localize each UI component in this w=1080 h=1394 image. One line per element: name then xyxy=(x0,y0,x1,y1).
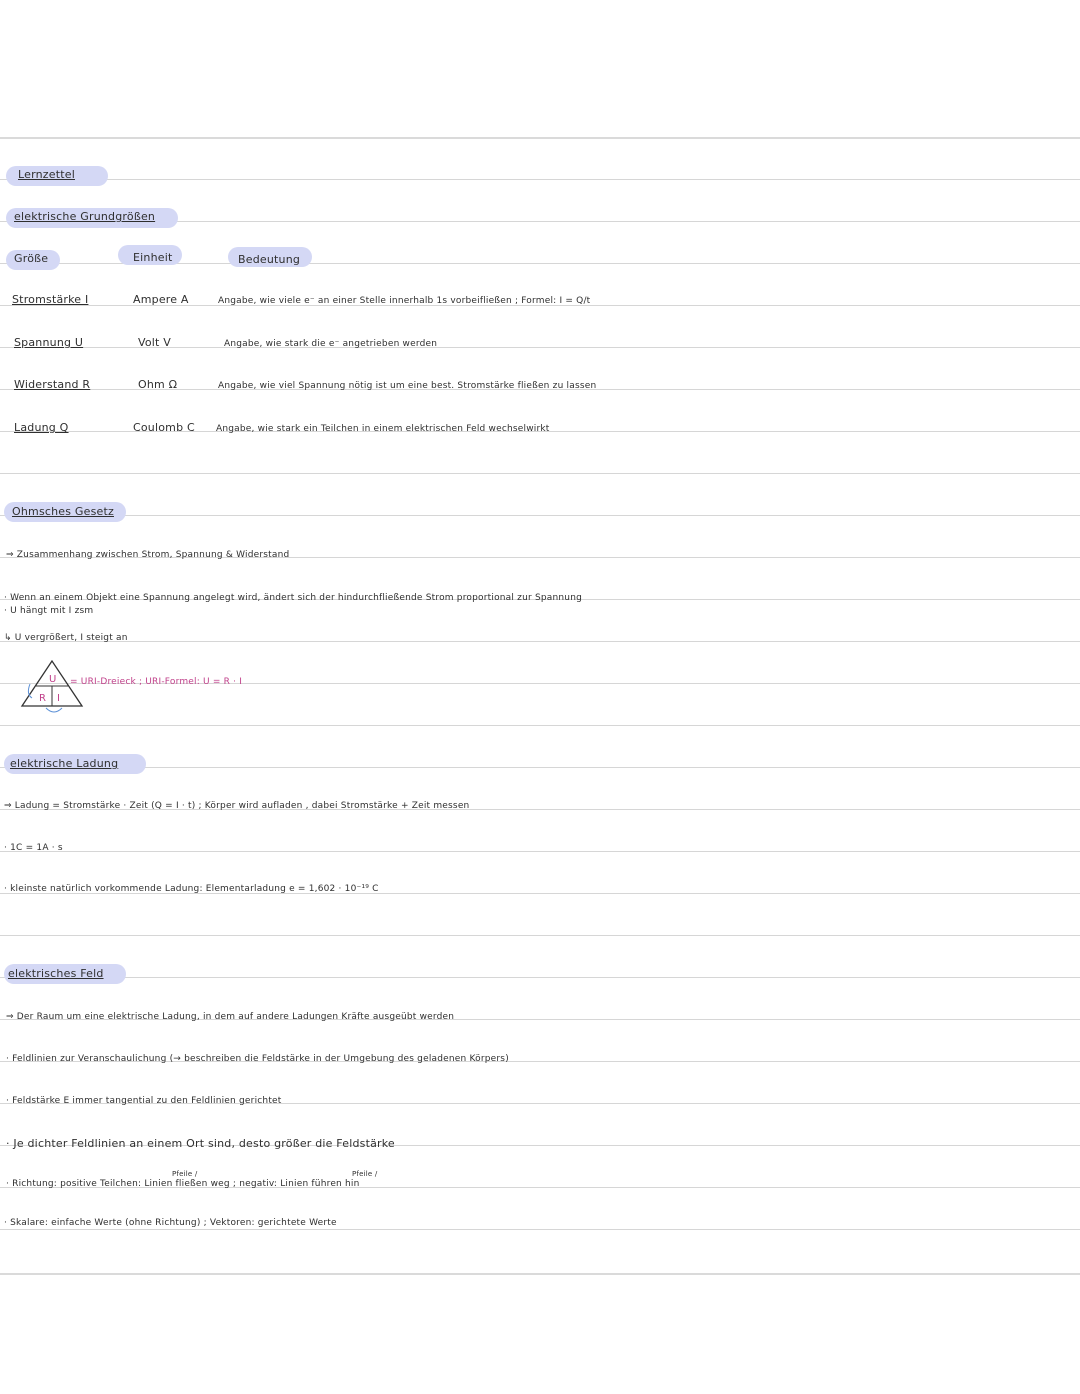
triangle-label-r: R xyxy=(39,693,46,704)
section-title-ohmsches-gesetz: Ohmsches Gesetz xyxy=(12,505,114,518)
table-cell-meaning: Angabe, wie stark ein Teilchen in einem elektrischen Feld wechselwirkt xyxy=(216,424,550,434)
ruled-line xyxy=(0,977,1080,978)
text-line: · kleinste natürlich vorkommende Ladung: Elementarladung e = 1,602 · 10⁻¹⁹ C xyxy=(4,884,379,894)
table-cell-unit: Ampere A xyxy=(133,293,189,306)
text-line: · Feldlinien zur Veranschaulichung (→ beschreiben die Feldstärke in der Umgebung des geladenen Körpers) xyxy=(6,1054,509,1064)
triangle-label-i: I xyxy=(57,693,60,704)
ruled-line xyxy=(0,851,1080,852)
triangle-label-u: U xyxy=(49,674,57,685)
page-top-rule xyxy=(0,137,1080,139)
text-line: ↳ U vergrößert, I steigt an xyxy=(4,633,128,643)
main-heading: Lernzettel xyxy=(18,168,75,181)
text-line: ⇒ Ladung = Stromstärke · Zeit (Q = I · t) ; Körper wird aufladen , dabei Stromstärke + Zeit messen xyxy=(4,801,470,811)
text-line: · Je dichter Feldlinien an einem Ort sind, desto größer die Feldstärke xyxy=(6,1137,395,1150)
text-line: · U hängt mit I zsm xyxy=(4,606,94,616)
table-cell-size: Widerstand R xyxy=(14,378,91,391)
ruled-line xyxy=(0,767,1080,768)
text-line: ⇒ Der Raum um eine elektrische Ladung, in dem auf andere Ladungen Kräfte ausgeübt werden xyxy=(6,1012,455,1022)
table-cell-meaning: Angabe, wie viel Spannung nötig ist um eine best. Stromstärke fließen zu lassen xyxy=(218,381,597,391)
ruled-line xyxy=(0,725,1080,726)
section-title-feld: elektrisches Feld xyxy=(8,967,104,980)
table-cell-size: Ladung Q xyxy=(14,421,69,434)
table-cell-meaning: Angabe, wie viele e⁻ an einer Stelle innerhalb 1s vorbeifließen ; Formel: I = Q/t xyxy=(218,296,591,306)
table-cell-size: Stromstärke I xyxy=(12,293,89,306)
table-cell-unit: Ohm Ω xyxy=(138,378,178,391)
column-header-size: Größe xyxy=(14,252,49,265)
ruled-line xyxy=(0,515,1080,516)
ruled-line xyxy=(0,473,1080,474)
table-cell-unit: Coulomb C xyxy=(133,421,195,434)
table-cell-unit: Volt V xyxy=(138,336,171,349)
table-cell-meaning: Angabe, wie stark die e⁻ angetrieben werden xyxy=(224,339,438,349)
uri-formula: = URI-Dreieck ; URI-Formel: U = R · I xyxy=(70,677,243,687)
ruled-line xyxy=(0,641,1080,642)
annotation-note: Pfeile / xyxy=(172,1170,198,1178)
text-line: · Richtung: positive Teilchen: Linien fließen weg ; negativ: Linien führen hin xyxy=(6,1179,360,1189)
ruled-line xyxy=(0,1229,1080,1230)
column-header-meaning: Bedeutung xyxy=(238,253,301,266)
ruled-line xyxy=(0,179,1080,180)
text-line: · Feldstärke E immer tangential zu den Feldlinien gerichtet xyxy=(6,1096,282,1106)
table-cell-size: Spannung U xyxy=(14,336,84,349)
text-line: · 1C = 1A · s xyxy=(4,843,63,853)
text-line: · Wenn an einem Objekt eine Spannung angelegt wird, ändert sich der hindurchfließende Strom proportional zur Spannung xyxy=(4,593,583,603)
page-bottom-rule xyxy=(0,1273,1080,1275)
annotation-note: Pfeile / xyxy=(352,1170,378,1178)
text-line: ⇒ Zusammenhang zwischen Strom, Spannung & Widerstand xyxy=(6,550,290,560)
section-title-grundgroessen: elektrische Grundgrößen xyxy=(14,210,156,223)
column-header-unit: Einheit xyxy=(133,251,173,264)
ruled-line xyxy=(0,935,1080,936)
text-line: · Skalare: einfache Werte (ohne Richtung) ; Vektoren: gerichtete Werte xyxy=(4,1218,337,1228)
section-title-ladung: elektrische Ladung xyxy=(10,757,119,770)
